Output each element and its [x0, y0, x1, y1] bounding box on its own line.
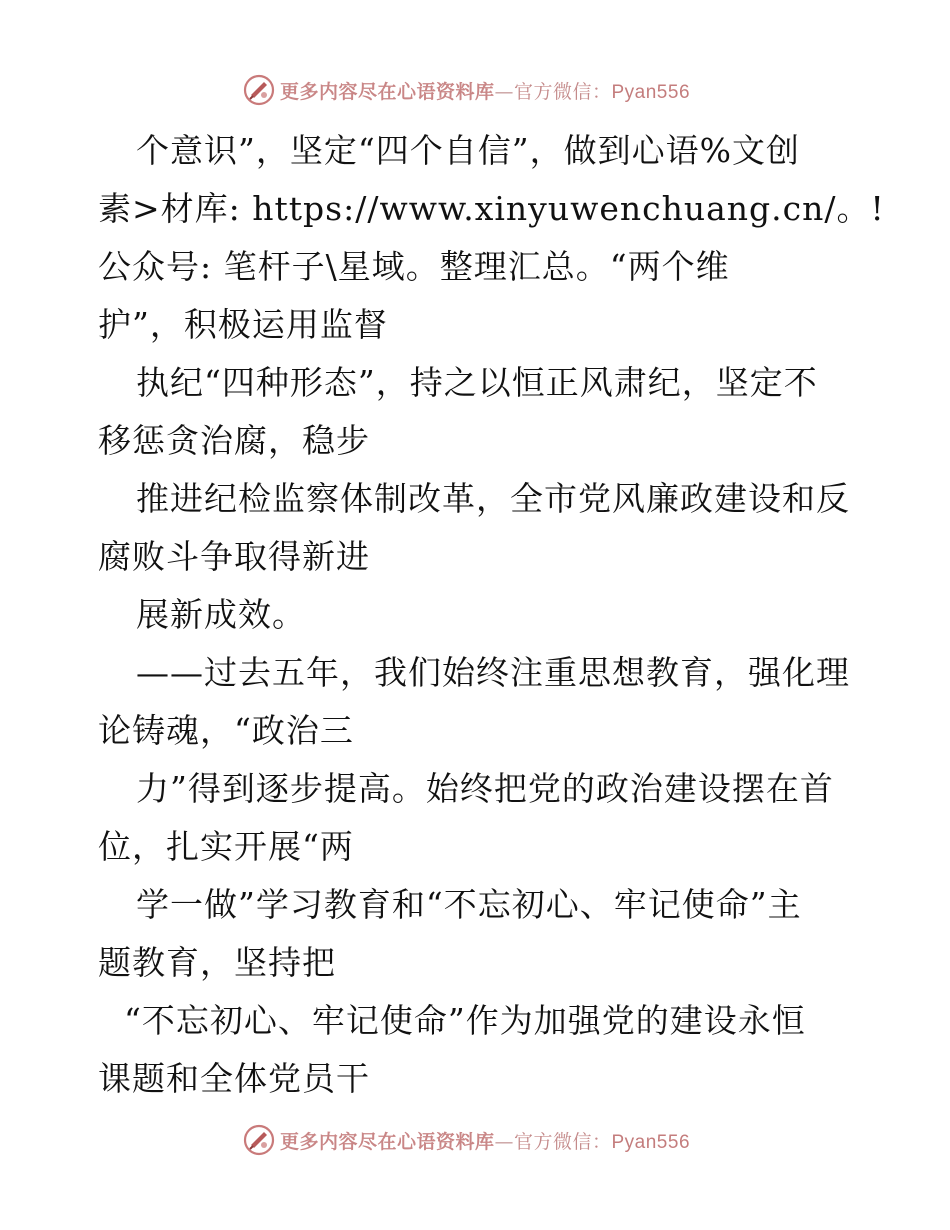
- text-line: 腐败斗争取得新进: [98, 537, 370, 576]
- watermark-wechat-id: Pyan556: [611, 81, 691, 103]
- text-line: 题教育，坚持把: [98, 943, 336, 982]
- text-line: 推进纪检监察体制改革，全市党风廉政建设和反: [136, 479, 850, 518]
- watermark-main: 更多内容尽在心语资料库: [279, 1130, 495, 1153]
- text-line: 执纪“四种形态”，持之以恒正风肃纪，坚定不: [136, 363, 818, 402]
- text-line: “不忘初心、牢记使命”作为加强党的建设永恒: [124, 1001, 806, 1040]
- text-line: 护”，积极运用监督: [98, 305, 388, 344]
- watermark-main: 更多内容尽在心语资料库: [279, 80, 495, 103]
- text-line: 学一做”学习教育和“不忘初心、牢记使命”主: [136, 885, 802, 924]
- header-watermark: [0, 72, 950, 108]
- brand-logo-icon: [242, 73, 276, 107]
- document-body: [98, 122, 885, 1108]
- text-line: 课题和全体党员干: [98, 1059, 370, 1098]
- text-line: 论铸魂，“政治三: [98, 711, 354, 750]
- watermark-wechat-id: Pyan556: [611, 1131, 691, 1153]
- watermark-text: [280, 77, 690, 104]
- watermark-dash: —: [494, 1130, 514, 1153]
- footer-watermark: [0, 1122, 950, 1158]
- watermark-text: [280, 1127, 690, 1154]
- watermark-contact-label: 官方微信：: [513, 1130, 612, 1153]
- text-line: ——过去五年，我们始终注重思想教育，强化理: [136, 653, 850, 692]
- text-line: 移惩贪治腐，稳步: [98, 421, 370, 460]
- text-line: 个意识”，坚定“四个自信”，做到心语%文创: [136, 131, 800, 170]
- text-line: 力”得到逐步提高。始终把党的政治建设摆在首: [136, 769, 834, 808]
- watermark-contact-label: 官方微信：: [513, 80, 612, 103]
- brand-logo-icon: [242, 1123, 276, 1157]
- text-line: 展新成效。: [136, 595, 306, 634]
- text-line: 位，扎实开展“两: [98, 827, 354, 866]
- text-line: 素>材库: https://www.xinyuwenchuang.cn/。!: [98, 189, 885, 228]
- text-line: 公众号: 笔杆子\星域。整理汇总。“两个维: [98, 247, 730, 286]
- watermark-dash: —: [494, 80, 514, 103]
